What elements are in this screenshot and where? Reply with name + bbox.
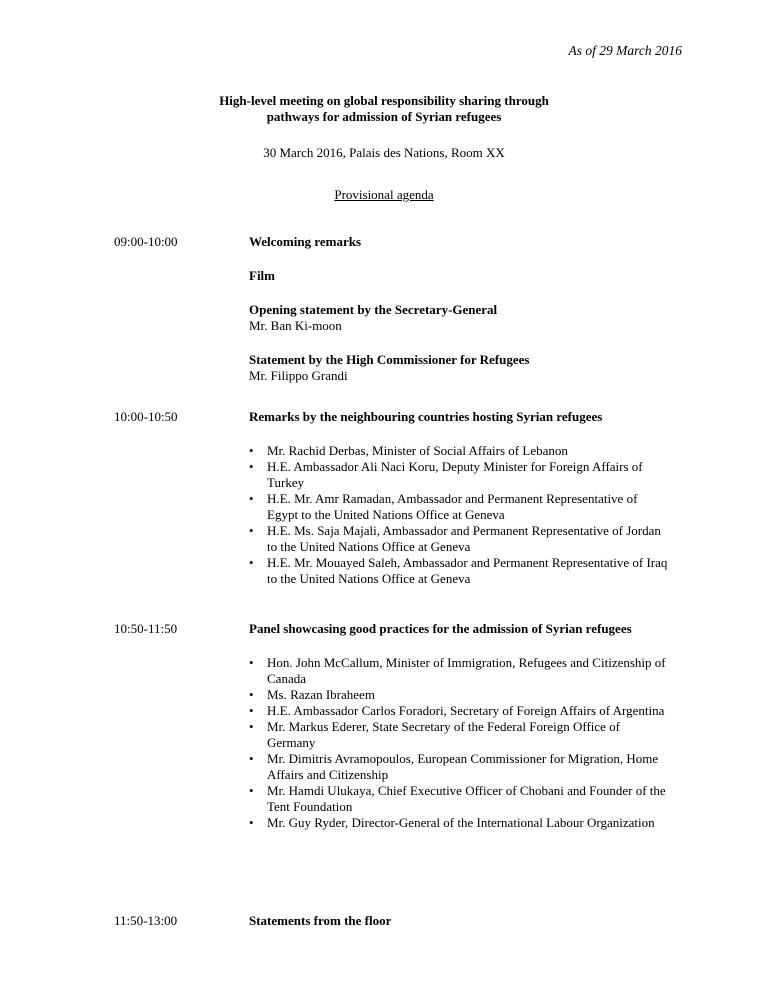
speaker-name: Mr. Ban Ki-moon bbox=[249, 318, 342, 333]
agenda-item bbox=[249, 352, 669, 384]
list-item: • H.E. Mr. Amr Ramadan, Ambassador and Permanent Representative of Egypt to the United Nations Office at Geneva bbox=[249, 491, 669, 523]
speaker-name: Mr. Filippo Grandi bbox=[249, 368, 348, 383]
speaker-list bbox=[249, 655, 669, 831]
agenda-heading: Provisional agenda bbox=[334, 187, 434, 202]
session-4 bbox=[249, 913, 669, 929]
session-time: 11:50-13:00 bbox=[114, 913, 178, 928]
agenda-item bbox=[249, 302, 669, 334]
session-time: 10:50-11:50 bbox=[114, 621, 178, 636]
agenda-item-heading: Film bbox=[249, 268, 275, 283]
session-time: 09:00-10:00 bbox=[114, 234, 178, 249]
as-of-date: As of 29 March 2016 bbox=[568, 43, 682, 58]
list-item: • Mr. Markus Ederer, State Secretary of the Federal Foreign Office of Germany bbox=[249, 719, 669, 751]
list-item: • H.E. Mr. Mouayed Saleh, Ambassador and Permanent Representative of Iraq to the United Nations Office at Geneva bbox=[249, 555, 669, 587]
agenda-item-heading: Remarks by the neighbouring countries hosting Syrian refugees bbox=[249, 409, 603, 424]
list-item: • Hon. John McCallum, Minister of Immigration, Refugees and Citizenship of Canada bbox=[249, 655, 669, 687]
meeting-title bbox=[0, 93, 768, 125]
list-item: • Mr. Rachid Derbas, Minister of Social Affairs of Lebanon bbox=[249, 443, 669, 459]
agenda-item-heading: Statement by the High Commissioner for Refugees bbox=[249, 352, 530, 367]
list-item: • Mr. Dimitris Avramopoulos, European Commissioner for Migration, Home Affairs and Citizenship bbox=[249, 751, 669, 783]
agenda-item-heading: Welcoming remarks bbox=[249, 234, 362, 249]
list-item: • Mr. Hamdi Ulukaya, Chief Executive Officer of Chobani and Founder of the Tent Foundation bbox=[249, 783, 669, 815]
list-item: • H.E. Ambassador Carlos Foradori, Secretary of Foreign Affairs of Argentina bbox=[249, 703, 669, 719]
list-item: • Ms. Razan Ibraheem bbox=[249, 687, 669, 703]
agenda-item-heading: Panel showcasing good practices for the admission of Syrian refugees bbox=[249, 621, 632, 636]
list-item: • H.E. Ms. Saja Majali, Ambassador and Permanent Representative of Jordan to the United Nations Office at Geneva bbox=[249, 523, 669, 555]
session-3 bbox=[249, 621, 669, 831]
meeting-date-location: 30 March 2016, Palais des Nations, Room XX bbox=[263, 145, 505, 160]
title-line-1: High-level meeting on global responsibility sharing through bbox=[219, 93, 549, 108]
list-item: • Mr. Guy Ryder, Director-General of the International Labour Organization bbox=[249, 815, 669, 831]
session-2 bbox=[249, 409, 669, 587]
speaker-list bbox=[249, 443, 669, 587]
title-line-2: pathways for admission of Syrian refugees bbox=[266, 109, 502, 124]
session-1 bbox=[249, 234, 669, 384]
list-item: • H.E. Ambassador Ali Naci Koru, Deputy Minister for Foreign Affairs of Turkey bbox=[249, 459, 669, 491]
agenda-item-heading: Opening statement by the Secretary-General bbox=[249, 302, 498, 317]
agenda-item-heading: Statements from the floor bbox=[249, 913, 392, 928]
session-time: 10:00-10:50 bbox=[114, 409, 178, 424]
